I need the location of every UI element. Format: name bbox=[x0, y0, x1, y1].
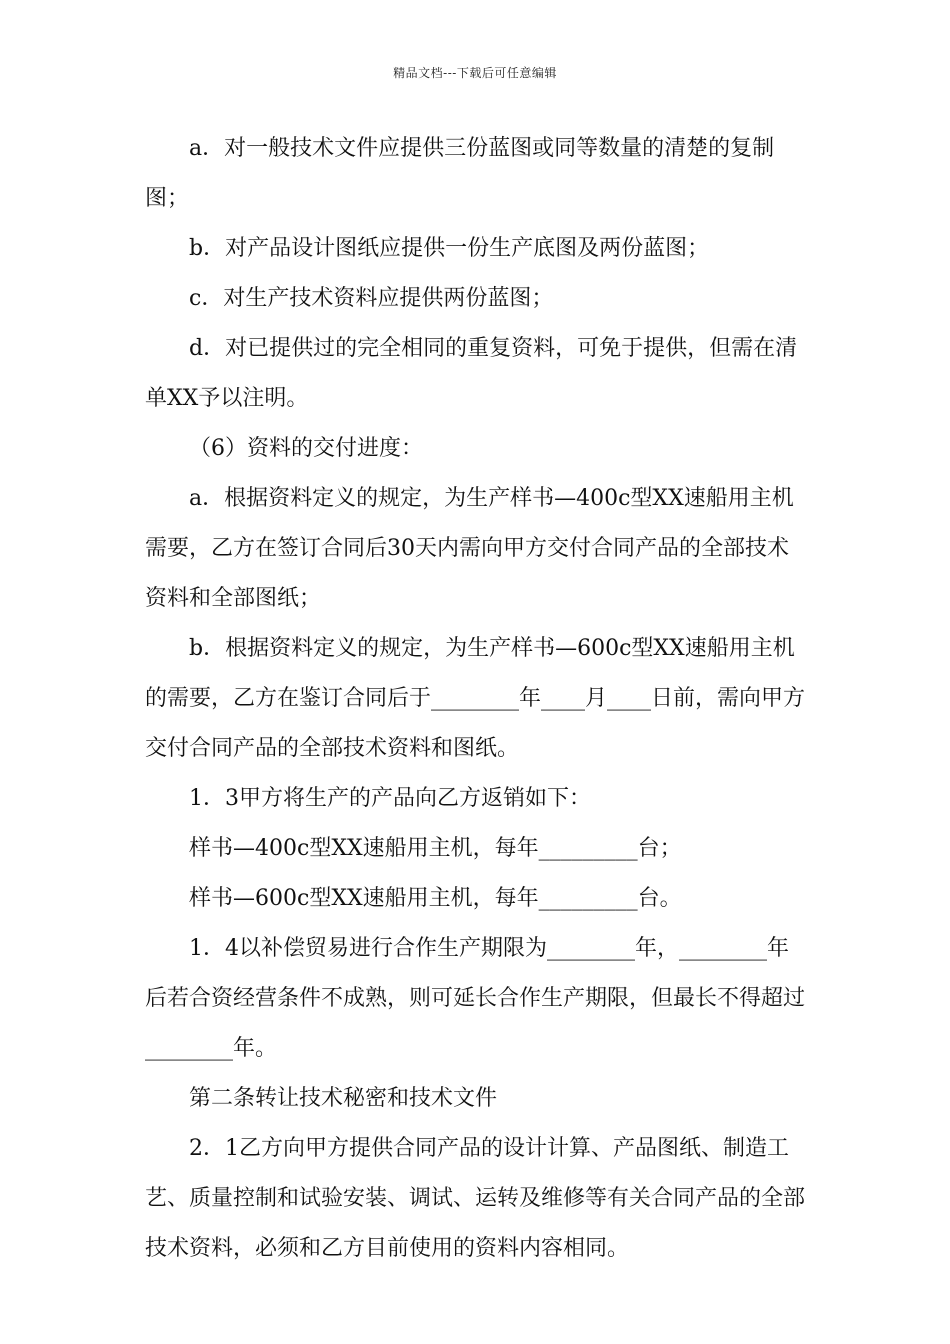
clause-2-1: 2．1乙方向甲方提供合同产品的设计计算、产品图纸、制造工艺、质量控制和试验安装、调试、运转及维修等有关合同产品的全部技术资料，必须和乙方目前使用的资料内容相同。 bbox=[145, 1136, 806, 1261]
paragraph-d-duplicate-docs: d．对已提供过的完全相同的重复资料，可免于提供，但需在清单XX予以注明。 bbox=[145, 336, 798, 411]
buyback-400c: 样书—400c型XX速船用主机，每年_________台； bbox=[189, 836, 682, 861]
page-header: 精品文档---下载后可任意编辑 bbox=[393, 66, 557, 80]
section-heading-delivery-schedule: （6）资料的交付进度： bbox=[189, 436, 423, 461]
clause-1-4: 1．4以补偿贸易进行合作生产期限为________年，________年后若合资经营条件不成熟，则可延长合作生产期限，但最长不得超过________年。 bbox=[145, 936, 806, 1061]
paragraph-c-production-docs: c．对生产技术资料应提供两份蓝图； bbox=[189, 286, 554, 311]
paragraph-b-600c-delivery: b．根据资料定义的规定，为生产样书—600c型XX速船用主机的需要，乙方在鉴订合同后于________年____月____日前，需向甲方交付合同产品的全部技术资料和图纸。 bbox=[145, 636, 806, 761]
article-2-heading: 第二条转让技术秘密和技术文件 bbox=[189, 1086, 498, 1111]
paragraph-b-design-drawings: b．对产品设计图纸应提供一份生产底图及两份蓝图； bbox=[189, 236, 710, 261]
clause-1-3: 1．3甲方将生产的产品向乙方返销如下： bbox=[189, 786, 591, 811]
document-body bbox=[145, 124, 810, 1274]
paragraph-a-400c-delivery: a．根据资料定义的规定，为生产样书—400c型XX速船用主机需要，乙方在签订合同后30天内需向甲方交付合同产品的全部技术资料和全部图纸； bbox=[145, 486, 794, 611]
paragraph-a-general-docs: a．对一般技术文件应提供三份蓝图或同等数量的清楚的复制图； bbox=[145, 136, 775, 211]
buyback-600c: 样书—600c型XX速船用主机，每年_________台。 bbox=[189, 886, 682, 911]
